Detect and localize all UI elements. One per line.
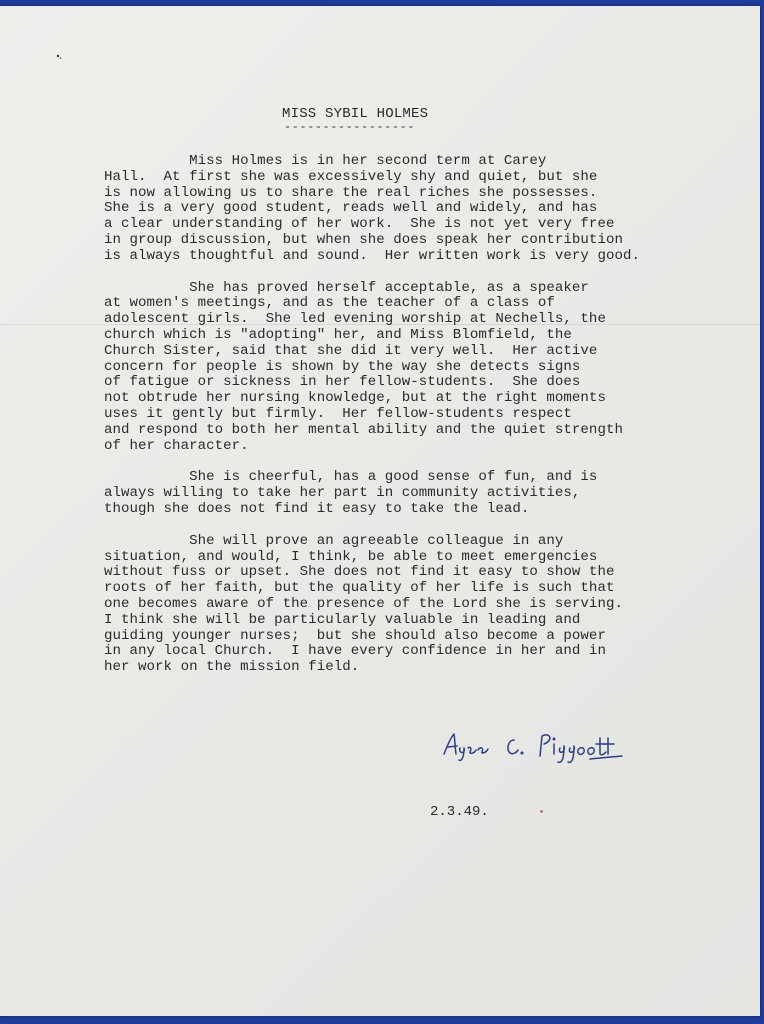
paragraph-2: She has proved herself acceptable, as a speaker at women's meetings, and as the teacher of a class of adolescent girls. She led evening worship at Nechells, the church which is "adopting" her, and Miss Blomfield, the Church Sister, said that she did it very well. Her active concern for people is shown by the way she detects signs of fatigue or sickness in her fellow-students. She does not obtrude her nursing knowledge, but at the right moments uses it gently but firmly. Her fellow-students respect and respond to both her mental ability and the quiet strength of her character. — [104, 279, 623, 454]
ink-speck-icon — [56, 54, 62, 60]
paragraph-4: She will prove an agreeable colleague in any situation, and would, I think, be able to meet emergencies without fuss or upset. She does not find it easy to show the roots of her faith, but the quality of her life is such that one becomes aware of the presence of the Lord she is serving. I think she will be particularly valuable in leading and guiding younger nurses; but she should also become a power in any local Church. I have every confidence in her and in her work on the mission field. — [104, 532, 623, 676]
ink-mark-icon — [540, 810, 543, 813]
paragraph-1: Miss Holmes is in her second term at Carey Hall. At first she was excessively shy and quiet, but she is now allowing us to share the real riches she possesses. She is a very good student, reads well and widely, and has a clear understanding of her work. She is not yet very free in group discussion, but when she does speak her contribution is always thoughtful and sound. Her written work is very good. — [104, 153, 640, 264]
letter-page — [0, 6, 760, 1016]
title-underline: ----------------- — [284, 120, 415, 134]
paragraph-3: She is cheerful, has a good sense of fun, and is always willing to take her part in community activities, though she does not find it easy to take the lead. — [104, 469, 598, 517]
letter-body — [104, 154, 724, 676]
letter-date: 2.3.49. — [430, 804, 489, 820]
signature-icon — [440, 726, 640, 770]
handwritten-signature — [440, 726, 640, 770]
document-title: MISS SYBIL HOLMES — [282, 106, 429, 122]
